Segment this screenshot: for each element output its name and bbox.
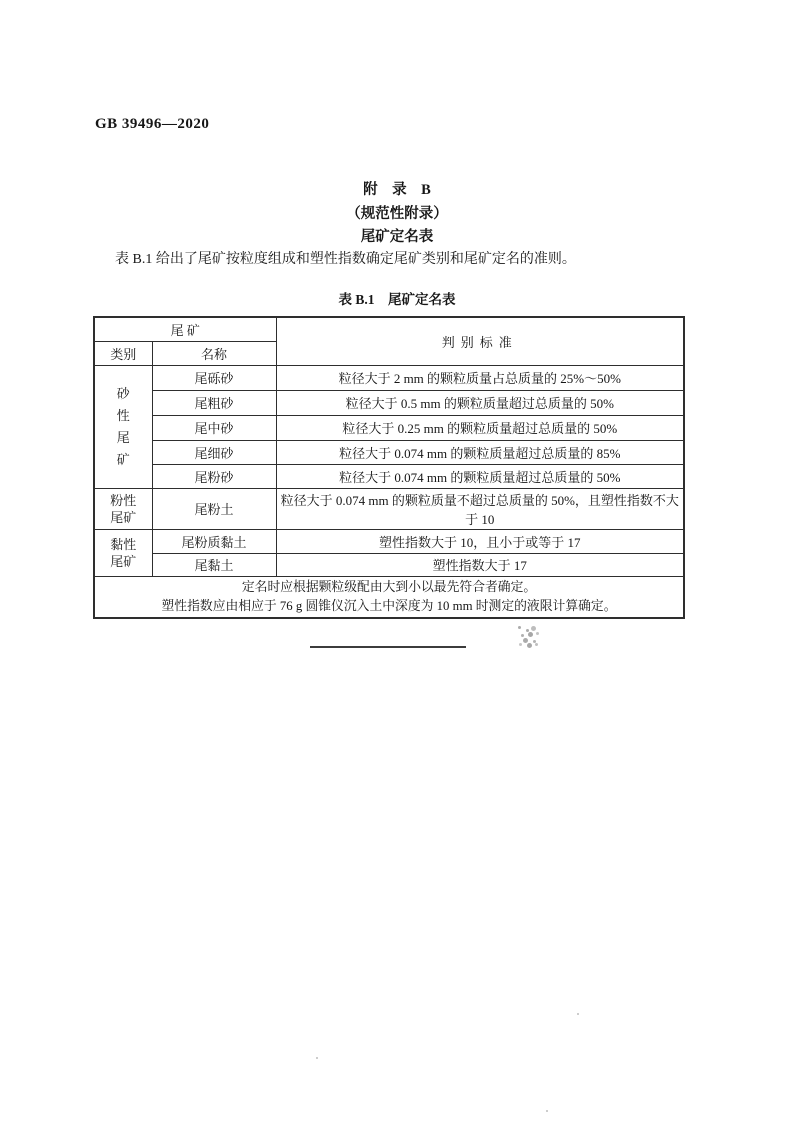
category-silty-tailings (94, 488, 152, 529)
category-clayey-tailings (94, 529, 152, 576)
category-line: 粉性 (110, 492, 137, 508)
tailing-name: 尾砾砂 (152, 365, 276, 390)
category-char: 砂 (116, 385, 130, 401)
tailing-name: 尾粉土 (152, 488, 276, 529)
end-of-document-line (310, 646, 466, 648)
table-caption: 表 B.1 尾矿定名表 (338, 292, 456, 307)
tailing-name: 尾粉砂 (152, 464, 276, 488)
category-char: 矿 (116, 451, 130, 467)
tailing-criteria: 粒径大于 0.25 mm 的颗粒质量超过总质量的 50% (276, 415, 684, 440)
category-char: 尾 (116, 429, 130, 445)
category-line: 黏性 (110, 536, 137, 552)
category-char: 性 (116, 407, 130, 423)
table-note-1: 定名时应根据颗粒级配由大到小以最先符合者确定。 (241, 579, 537, 594)
tailing-name: 尾黏土 (152, 553, 276, 576)
scan-speck (546, 1110, 548, 1112)
table-notes (94, 576, 684, 618)
scan-speck (316, 1057, 318, 1059)
category-sandy-tailings (94, 365, 152, 488)
scan-smudge (518, 626, 521, 629)
tailing-criteria: 塑性指数大于 10，且小于或等于 17 (276, 529, 684, 553)
tailing-name: 尾细砂 (152, 440, 276, 464)
tailing-name: 尾粗砂 (152, 390, 276, 415)
header-category: 类别 (94, 341, 152, 365)
tailing-criteria: 粒径大于 0.074 mm 的颗粒质量超过总质量的 50% (276, 464, 684, 488)
tailing-criteria: 粒径大于 0.074 mm 的颗粒质量不超过总质量的 50%，且塑性指数不大于 10 (276, 488, 684, 529)
tailing-criteria: 粒径大于 0.5 mm 的颗粒质量超过总质量的 50% (276, 390, 684, 415)
header-tailings: 尾 矿 (94, 317, 276, 341)
tailing-criteria: 粒径大于 2 mm 的颗粒质量占总质量的 25%～50% (276, 365, 684, 390)
header-name: 名称 (152, 341, 276, 365)
tailing-criteria: 粒径大于 0.074 mm 的颗粒质量超过总质量的 85% (276, 440, 684, 464)
header-criteria: 判别标准 (276, 317, 684, 365)
appendix-title-block (0, 179, 794, 250)
appendix-name: 尾矿定名表 (360, 229, 434, 245)
appendix-title: 附 录 B (363, 182, 431, 198)
appendix-subtitle: （规范性附录） (346, 205, 448, 222)
tailing-criteria: 塑性指数大于 17 (276, 553, 684, 576)
scan-speck (577, 1013, 579, 1015)
tailing-name: 尾中砂 (152, 415, 276, 440)
category-line: 尾矿 (110, 509, 137, 525)
table-note-2: 塑性指数应由相应于 76 g 圆锥仪沉入土中深度为 10 mm 时测定的液限计算确定。 (161, 598, 617, 613)
tailing-name: 尾粉质黏土 (152, 529, 276, 553)
intro-paragraph: 表 B.1 给出了尾矿按粒度组成和塑性指数确定尾矿类别和尾矿定名的准则。 (115, 252, 576, 267)
tailings-naming-table (93, 316, 685, 619)
category-line: 尾矿 (110, 553, 137, 569)
standard-number: GB 39496—2020 (95, 116, 210, 132)
